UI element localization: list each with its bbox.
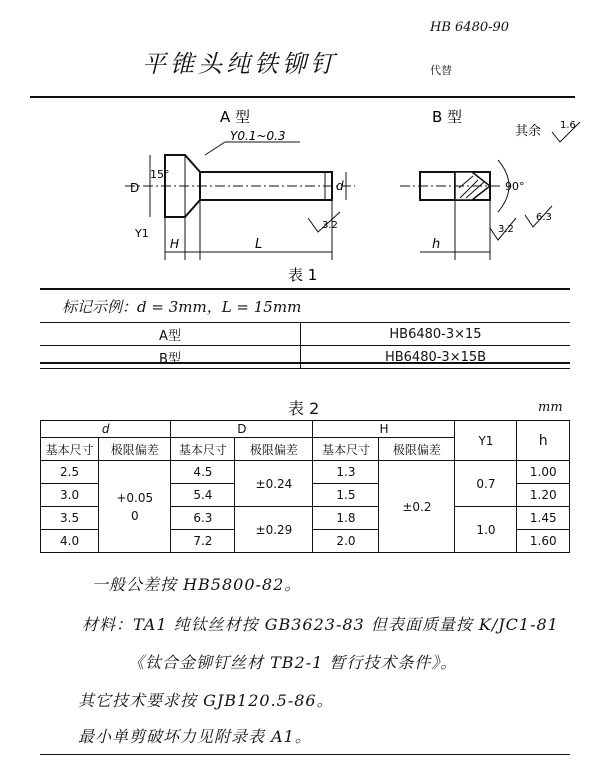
marking-code: HB6480-3×15 — [301, 323, 571, 346]
dim-angle-a: 15° — [150, 168, 170, 181]
table-row — [40, 346, 570, 369]
D-basic: 5.4 — [171, 484, 235, 507]
rivet-drawing — [0, 100, 600, 285]
note-material-spec: 《钛合金铆钉丝材 TB2-1 暂行技术条件》。 — [128, 653, 458, 672]
marking-example: 标记示例：d = 3mm，L = 15mm — [62, 298, 302, 316]
D-basic: 6.3 — [171, 507, 235, 530]
h-value: 1.00 — [517, 461, 570, 484]
dim-r1: Y1 — [135, 227, 149, 240]
d-basic: 4.0 — [41, 530, 99, 553]
note-general-tolerance: 一般公差按 HB5800-82。 — [92, 575, 302, 594]
table1-bottom-rule — [40, 362, 570, 364]
table1-top-rule — [40, 288, 570, 290]
subheader-basic: 基本尺寸 — [313, 438, 379, 461]
table-row — [40, 323, 570, 346]
header-r1: Y1 — [455, 421, 517, 461]
note-material: 材料：TA1 纯钛丝材按 GB3623-83 但表面质量按 K/JC1-81 — [82, 615, 559, 634]
subheader-tol: 极限偏差 — [99, 438, 171, 461]
roughness-b1: 3.2 — [498, 224, 514, 235]
subheader-tol: 极限偏差 — [379, 438, 455, 461]
d-basic: 3.5 — [41, 507, 99, 530]
D-tol: ±0.29 — [235, 507, 313, 553]
table2-unit: mm — [538, 400, 563, 415]
rest-label: 其余 — [515, 124, 542, 139]
document-title: 平锥头纯铁铆钉 — [142, 50, 338, 78]
H-basic: 1.3 — [313, 461, 379, 484]
dim-angle-b: 90° — [505, 180, 525, 193]
H-basic: 1.8 — [313, 507, 379, 530]
standard-number: HB 6480-90 — [430, 20, 510, 35]
h-value: 1.45 — [517, 507, 570, 530]
header-h: h — [517, 421, 570, 461]
d-basic: 3.0 — [41, 484, 99, 507]
D-tol: ±0.24 — [235, 461, 313, 507]
note-shear-strength: 最小单剪破坏力见附录表 A1。 — [78, 727, 312, 746]
footer-rule — [40, 754, 570, 755]
header-divider — [30, 96, 575, 98]
h-value: 1.20 — [517, 484, 570, 507]
d-tol: +0.05 0 — [99, 461, 171, 553]
replaces-label: 代替 — [430, 64, 452, 77]
header-D: D — [171, 421, 313, 438]
header-d: d — [41, 421, 171, 438]
D-basic: 4.5 — [171, 461, 235, 484]
type-b-label: B 型 — [432, 108, 463, 126]
D-basic: 7.2 — [171, 530, 235, 553]
H-basic: 2.0 — [313, 530, 379, 553]
header-H: H — [313, 421, 455, 438]
dim-h: h — [432, 237, 441, 252]
r1-value: 0.7 — [455, 461, 517, 507]
rest-roughness: 1.6 — [560, 120, 576, 131]
marking-code: HB6480-3×15B — [301, 346, 571, 369]
subheader-basic: 基本尺寸 — [171, 438, 235, 461]
table1-caption: 表 1 — [288, 266, 318, 284]
dim-d: d — [336, 179, 344, 193]
subheader-basic: 基本尺寸 — [41, 438, 99, 461]
table-row — [41, 461, 570, 484]
dim-L: L — [255, 237, 263, 252]
dimension-table — [40, 420, 570, 553]
H-tol: ±0.2 — [379, 461, 455, 553]
dim-D: D — [130, 181, 140, 195]
table2-caption: 表 2 — [288, 399, 320, 418]
dim-H: H — [170, 237, 180, 251]
roughness-a: 3.2 — [322, 220, 338, 231]
chamfer-note: Y0.1~0.3 — [230, 129, 286, 143]
type-a-label: A 型 — [220, 108, 251, 126]
note-other-requirements: 其它技术要求按 GJB120.5-86。 — [78, 691, 334, 710]
d-basic: 2.5 — [41, 461, 99, 484]
subheader-tol: 极限偏差 — [235, 438, 313, 461]
h-value: 1.60 — [517, 530, 570, 553]
r1-value: 1.0 — [455, 507, 517, 553]
marking-type: B型 — [40, 346, 301, 369]
roughness-b2: 6.3 — [536, 212, 552, 223]
marking-type: A型 — [40, 323, 301, 346]
H-basic: 1.5 — [313, 484, 379, 507]
